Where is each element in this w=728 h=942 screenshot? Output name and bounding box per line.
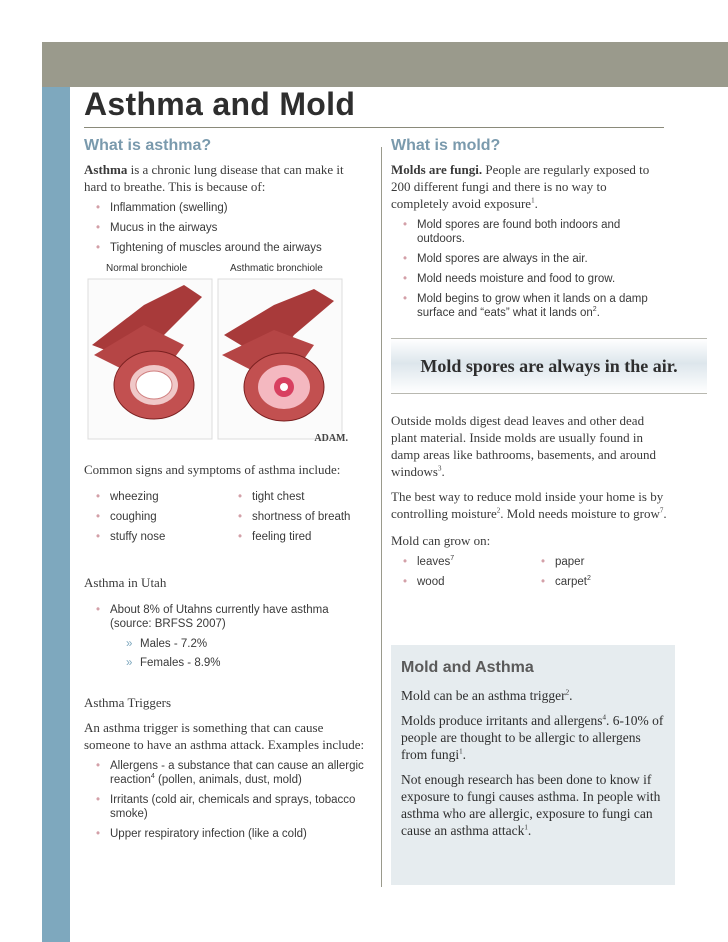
list-item: • About 8% of Utahns currently have asthma (source: BRFSS 2007) xyxy=(84,603,368,631)
adam-logo: ADAM. xyxy=(314,433,348,444)
list-item: • Mold begins to grow when it lands on a damp surface and “eats” what it lands $on^2$. xyxy=(391,292,667,320)
triggers-heading: Asthma Triggers xyxy=(84,695,172,710)
mold-facts-list xyxy=(391,218,667,320)
list-item: • Mold spores are found both indoors and outdoors. xyxy=(391,218,667,246)
left-column xyxy=(84,137,368,847)
callout-heading: Mold and Asthma xyxy=(401,659,534,676)
list-item: • paper xyxy=(529,555,667,569)
mold-heading: What is mold? xyxy=(391,137,501,154)
grow-heading: Mold can grow on: xyxy=(391,533,491,548)
mold-reduction-paragraph: The best way to reduce mold inside your home is by controlling moisture$^2$. Mold needs moisture to grow$^7$. xyxy=(391,489,667,521)
list-item: • tight chest xyxy=(226,490,368,504)
page-title: Asthma and Mold xyxy=(84,86,356,122)
grow-list xyxy=(391,549,667,595)
list-item: • coughing xyxy=(84,510,226,524)
bronchiole-image xyxy=(84,275,368,447)
callout-paragraph: Molds produce irritants and allergens$^4$. 6-10% of people are thought to be allergic to allergens from fungi$^1$. xyxy=(401,713,664,762)
asthmatic-bronchiole-caption: Asthmatic bronchiole xyxy=(230,263,323,274)
list-item: • Allergens - a substance that can cause an allergic reaction$^4$ (pollen, animals, dust, mold) xyxy=(84,759,368,787)
triggers-intro: An asthma trigger is something that can cause someone to have an asthma attack. Examples include: xyxy=(84,720,365,752)
pull-quote: Mold spores are always in the air. xyxy=(391,338,707,394)
list-item: • wheezing xyxy=(84,490,226,504)
asthma-intro: Asthma is a chronic lung disease that can make it hard to breathe. This is because of: xyxy=(84,162,344,194)
mold-intro: Molds are fungi. People are regularly exposed to 200 different fungi and there is no way to completely avoid exposure$^1$. xyxy=(391,162,650,211)
mold-location-paragraph: Outside molds digest dead leaves and other dead plant material. Inside molds are usually found in damp areas like bathrooms, basements, and around windows$^3$. xyxy=(391,413,656,479)
asthma-causes-list xyxy=(84,201,368,255)
list-item: • leaves$^7$ xyxy=(391,555,529,569)
list-item: » Females - 8.9% xyxy=(84,656,368,670)
asthma-heading: What is asthma? xyxy=(84,137,212,154)
list-item: • Mold spores are always in the air. xyxy=(391,252,667,266)
list-item: • feeling tired xyxy=(226,530,368,544)
utah-list xyxy=(84,603,368,631)
list-item: • Irritants (cold air, chemicals and sprays, tobacco smoke) xyxy=(84,793,368,821)
list-item: • Mold needs moisture and food to grow. xyxy=(391,272,667,286)
list-item: • stuffy nose xyxy=(84,530,226,544)
title-rule xyxy=(84,127,664,128)
symptoms-heading: Common signs and symptoms of asthma include: xyxy=(84,462,341,477)
list-item: • Mucus in the airways xyxy=(84,221,368,235)
bronchiole-illustration xyxy=(84,261,368,451)
mold-and-asthma-callout xyxy=(391,645,675,885)
list-item: • shortness of breath xyxy=(226,510,368,524)
header-band xyxy=(42,42,728,87)
list-item: • Tightening of muscles around the airways xyxy=(84,241,368,255)
list-item: » Males - 7.2% xyxy=(84,637,368,651)
callout-paragraph: Not enough research has been done to know if exposure to fungi causes asthma. In people with asthma who are allergic, exposure to fungi can cause an asthma attack$^1$. xyxy=(401,772,661,838)
symptoms-list xyxy=(84,484,368,550)
list-item: • Inflammation (swelling) xyxy=(84,201,368,215)
triggers-list xyxy=(84,759,368,841)
utah-sublist xyxy=(84,637,368,670)
utah-heading: Asthma in Utah xyxy=(84,575,167,590)
list-item: • Upper respiratory infection (like a cold) xyxy=(84,827,368,841)
list-item: • carpet$^2$ xyxy=(529,575,667,589)
list-item: • wood xyxy=(391,575,529,589)
column-divider xyxy=(381,147,382,887)
normal-bronchiole-caption: Normal bronchiole xyxy=(106,263,188,274)
right-column xyxy=(391,137,678,595)
callout-paragraph: Mold can be an asthma trigger$^2$. xyxy=(401,688,573,703)
side-band xyxy=(42,87,70,942)
